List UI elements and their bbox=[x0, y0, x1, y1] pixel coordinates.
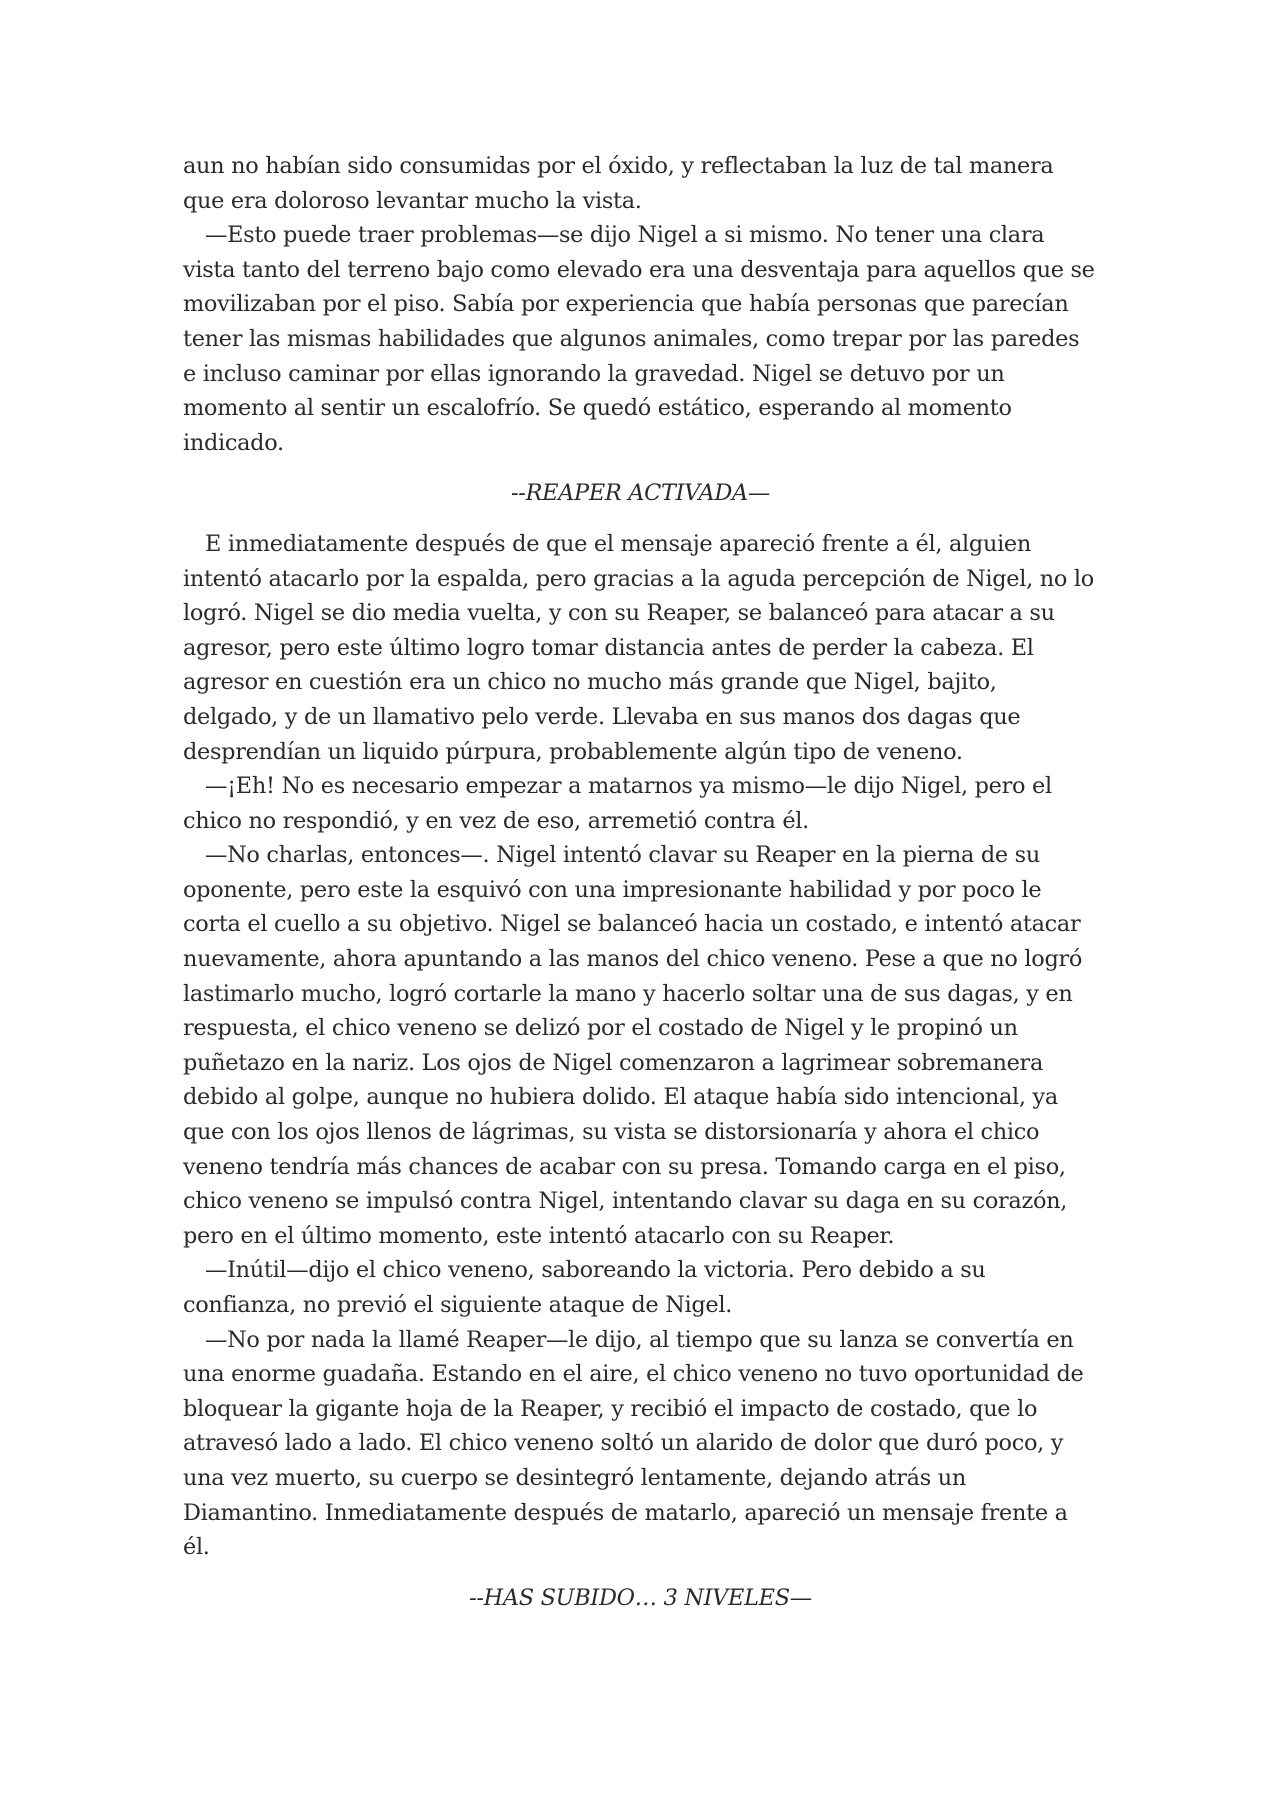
paragraph: —Inútil—dijo el chico veneno, saboreando la victoria. Pero debido a su confianza, no previó el siguiente ataque de Nigel. bbox=[183, 1257, 986, 1318]
body-text bbox=[183, 149, 1098, 1631]
paragraph: aun no habían sido consumidas por el óxido, y reflectaban la luz de tal manera que era doloroso levantar mucho la vista. bbox=[183, 153, 1054, 214]
paragraph: E inmediatamente después de que el mensaje apareció frente a él, alguien intentó atacarlo por la espalda, pero gracias a la aguda percepción de Nigel, no lo logró. Nigel se dio media vuelta, y con su Reaper, se balanceó para atacar a su agresor, pero este último logro tomar distancia antes de perder la cabeza. El agresor en cuestión era un chico no mucho más grande que Nigel, bajito, delgado, y de un llamativo pelo verde. Llevaba en sus manos dos dagas que desprendían un liquido púrpura, probablemente algún tipo de veneno. bbox=[183, 530, 1094, 765]
paragraph: —Esto puede traer problemas—se dijo Nigel a si mismo. No tener una clara vista tanto del terreno bajo como elevado era una desventaja para aquellos que se movilizaban por el piso. Sabía por experiencia que había personas que parecían tener las mismas habilidades que algunos animales, como trepar por las paredes e incluso caminar por ellas ignorando la gravedad. Nigel se detuvo por un momento al sentir un escalofrío. Se quedó estático, esperando al momento indicado. bbox=[183, 222, 1095, 456]
system-message: --REAPER ACTIVADA— bbox=[511, 480, 770, 507]
system-message: --HAS SUBIDO… 3 NIVELES— bbox=[469, 1584, 812, 1611]
paragraph: —No por nada la llamé Reaper—le dijo, al tiempo que su lanza se convertía en una enorme guadaña. Estando en el aire, el chico veneno no tuvo oportunidad de bloquear la gigante hoja de la Reaper, y recibió el impacto de costado, que lo atravesó lado a lado. El chico veneno soltó un alarido de dolor que duró poco, y una vez muerto, su cuerpo se desintegró lentamente, dejando atrás un Diamantino. Inmediatamente después de matarlo, apareció un mensaje frente a él. bbox=[183, 1326, 1084, 1561]
paragraph: —¡Eh! No es necesario empezar a matarnos ya mismo—le dijo Nigel, pero el chico no respondió, y en vez de eso, arremetió contra él. bbox=[183, 773, 1052, 834]
paragraph: —No charlas, entonces—. Nigel intentó clavar su Reaper en la pierna de su oponente, pero este la esquivó con una impresionante habilidad y por poco le corta el cuello a su objetivo. Nigel se balanceó hacia un costado, e intentó atacar nuevamente, ahora apuntando a las manos del chico veneno. Pese a que no logró lastimarlo mucho, logró cortarle la mano y hacerlo soltar una de sus dagas, y en respuesta, el chico veneno se delizó por el costado de Nigel y le propinó un puñetazo en la nariz. Los ojos de Nigel comenzaron a lagrimear sobremanera debido al golpe, aunque no hubiera dolido. El ataque había sido intencional, ya que con los ojos llenos de lágrimas, su vista se distorsionaría y ahora el chico veneno tendría más chances de acabar con su presa. Tomando carga en el piso, chico veneno se impulsó contra Nigel, intentando clavar su daga en su corazón, pero en el último momento, este intentó atacarlo con su Reaper. bbox=[183, 842, 1083, 1249]
